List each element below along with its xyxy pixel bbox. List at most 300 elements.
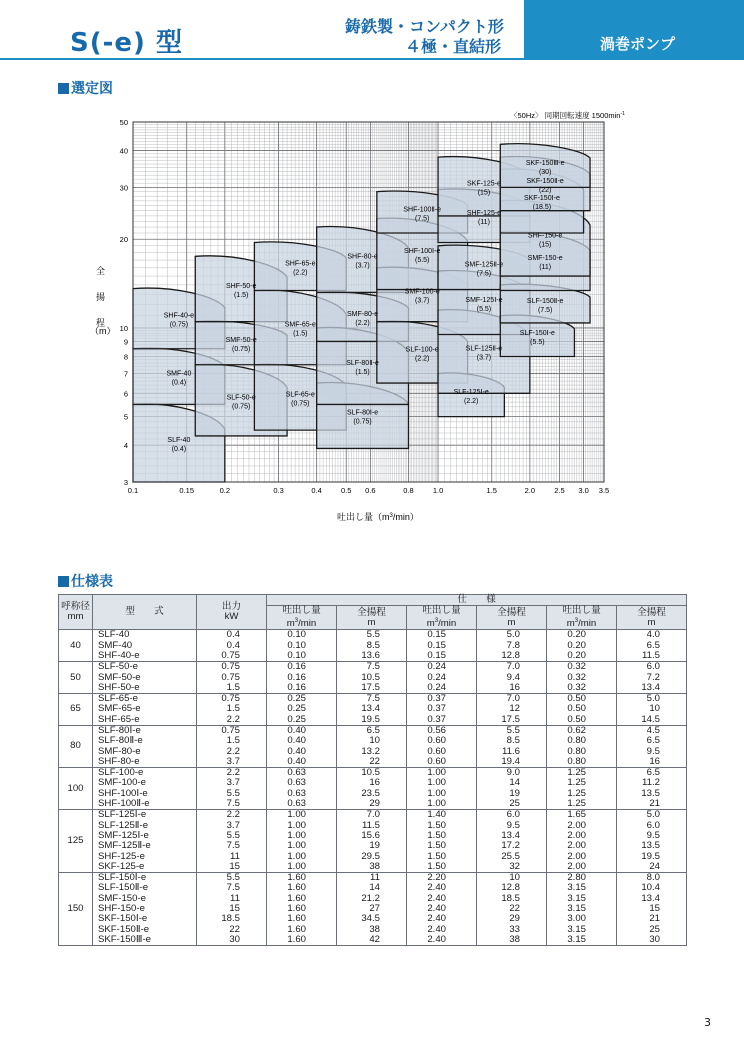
region-power: (5.5) [415,257,430,265]
value-cell: 1.5 [197,683,267,694]
model-cell: SLF-125Ⅱ-e [93,821,197,831]
model-cell: SMF-50-e [93,672,197,682]
value-cell: 2.20 [407,873,477,884]
value-cell: 0.24 [407,662,477,673]
value-cell: 25 [477,799,547,810]
value-cell: 0.75 [197,693,267,704]
value-cell: 10 [477,873,547,884]
value-cell: 1.60 [267,873,337,884]
selection-chart [90,108,630,528]
value-cell: 6.0 [617,662,687,673]
model-cell: SLF-80Ⅰ-e [93,725,197,736]
region-label: SHF-150-e [528,232,563,240]
value-cell: 3.7 [197,757,267,768]
value-cell: 16 [477,683,547,694]
model-cell: SKF-150Ⅲ-e [93,935,197,946]
value-cell: 1.25 [547,799,617,810]
x-tick-label: 3.0 [578,486,589,495]
model-cell: SHF-100Ⅰ-e [93,789,197,799]
value-cell: 0.50 [547,693,617,704]
value-cell: 0.63 [267,789,337,799]
value-cell: 30 [197,935,267,946]
col-power-header: 出力 kW [197,595,267,630]
value-cell: 11.5 [617,651,687,662]
x-tick-label: 0.2 [219,486,231,495]
region-power: (0.75) [291,400,310,408]
y-tick-label: 7 [123,369,128,379]
region-power: (0.75) [232,346,251,354]
value-cell: 3.15 [547,935,617,946]
value-cell: 0.75 [197,672,267,682]
value-cell: 2.40 [407,914,477,924]
value-cell: 7.5 [197,883,267,893]
model-cell: SHF-125-e [93,851,197,861]
bore-cell: 65 [59,693,93,725]
y-tick-label: 30 [119,183,128,193]
value-cell: 21 [617,914,687,924]
x-tick-label: 0.3 [273,486,284,495]
value-cell: 10.5 [337,768,407,779]
value-cell: 0.37 [407,693,477,704]
model-cell: SLF-125Ⅰ-e [93,810,197,821]
value-cell: 2.80 [547,873,617,884]
value-cell: 29 [337,799,407,810]
value-cell: 0.60 [407,757,477,768]
value-cell: 1.00 [407,799,477,810]
value-cell: 1.50 [407,851,477,861]
value-cell: 0.20 [547,630,617,641]
value-cell: 0.80 [547,746,617,756]
value-cell: 5.0 [477,630,547,641]
value-cell: 0.16 [267,683,337,694]
value-cell: 0.60 [407,746,477,756]
region-label: SMF-80-e [347,310,379,318]
value-cell: 0.10 [267,630,337,641]
region-power: (15) [538,241,552,249]
region-power: (2.2) [464,398,479,406]
region-power: (7.5) [415,215,430,223]
model-cell: SHF-100Ⅱ-e [93,799,197,810]
value-cell: 19.4 [477,757,547,768]
x-tick-label: 0.4 [311,486,322,495]
value-cell: 13.4 [477,831,547,841]
value-cell: 32 [477,862,547,873]
value-cell: 0.63 [267,778,337,788]
value-cell: 21 [617,799,687,810]
value-cell: 0.40 [267,746,337,756]
region-power: (2.2) [293,269,308,277]
value-cell: 15 [617,904,687,914]
region-power: (1.5) [355,369,370,377]
region-label: SMF-100-e [404,288,440,296]
value-cell: 0.75 [197,662,267,673]
region-power: (1.5) [293,330,308,338]
value-cell: 2.40 [407,904,477,914]
region-label: SKF-150Ⅱ-e [526,177,564,185]
region-label: SLF-40 [167,437,191,445]
region-label: SHF-100Ⅱ-e [403,206,442,214]
table-row [59,715,687,726]
value-cell: 5.5 [477,725,547,736]
region-power: (3.7) [476,354,492,362]
model-cell: SHF-50-e [93,683,197,694]
region-power: (5.5) [476,305,492,313]
value-cell: 1.60 [267,925,337,935]
region-label: SLF-125Ⅰ-e [453,389,489,397]
value-cell: 10 [617,704,687,714]
region-label: SMF-150-e [527,255,563,263]
value-cell: 0.25 [267,715,337,726]
x-tick-label: 0.15 [179,486,195,495]
col-bore-header: 呼称径 mm [59,595,93,630]
value-cell: 7.0 [477,693,547,704]
value-cell: 3.15 [547,904,617,914]
value-cell: 1.50 [407,831,477,841]
table-row [59,757,687,768]
region-power: (5.5) [530,339,545,347]
table-row [59,935,687,946]
value-cell: 34.5 [337,914,407,924]
bore-cell: 125 [59,810,93,873]
value-cell: 9.5 [617,831,687,841]
x-tick-label: 2.5 [554,486,565,495]
region-power: (0.75) [232,403,251,411]
value-cell: 0.37 [407,715,477,726]
value-cell: 5.0 [617,693,687,704]
value-cell: 1.65 [547,810,617,821]
region-power: (2.2) [355,319,370,327]
subheader-flow: 吐出し量 $m^3/\min$ [267,606,337,630]
value-cell: 0.16 [267,672,337,682]
value-cell: 5.0 [617,810,687,821]
col-model-header: 型 式 [93,595,197,630]
value-cell: 17.2 [477,841,547,851]
value-cell: 1.00 [267,862,337,873]
model-cell: SLF-50-e [93,662,197,673]
y-tick-label: 50 [119,118,128,127]
value-cell: 0.63 [267,799,337,810]
value-cell: 0.80 [547,757,617,768]
value-cell: 9.0 [477,768,547,779]
value-cell: 38 [337,925,407,935]
region-power: (7.5) [476,270,492,278]
spec-heading [58,571,113,591]
value-cell: 22 [197,925,267,935]
region-label: SLF-150Ⅱ-e [526,297,564,305]
square-bullet-icon [58,83,69,94]
value-cell: 3.7 [197,821,267,831]
region-label: SKF-150Ⅰ-e [523,195,560,203]
value-cell: 3.15 [547,894,617,904]
x-tick-label: 1.0 [432,486,444,495]
value-cell: 42 [337,935,407,946]
region-power: (2.2) [415,355,430,363]
region-label: SLF-125Ⅱ-e [465,345,503,353]
value-cell: 16 [617,757,687,768]
bore-cell: 50 [59,662,93,694]
bore-cell: 150 [59,873,93,946]
value-cell: 1.25 [547,789,617,799]
y-tick-label: 9 [123,337,128,347]
value-cell: 0.16 [267,662,337,673]
model-cell: SKF-125-e [93,862,197,873]
series-line-1: 鋳鉄製・コンパクト形 [345,17,504,36]
model-cell: SMF-40 [93,640,197,650]
value-cell: 15 [197,862,267,873]
value-cell: 0.32 [547,672,617,682]
value-cell: 0.75 [197,725,267,736]
value-cell: 2.00 [547,831,617,841]
region-label: SLF-80Ⅱ-e [346,360,379,368]
value-cell: 1.60 [267,883,337,893]
region-label: SHF-80-e [347,253,378,261]
table-row [59,810,687,821]
model-cell: SHF-65-e [93,715,197,726]
region-label: SMF-125Ⅱ-e [464,261,504,269]
selection-heading [58,78,113,98]
ylabel-char-3: 程 [96,318,106,328]
value-cell: 9.5 [617,746,687,756]
value-cell: 3.15 [547,883,617,893]
value-cell: 18.5 [477,894,547,904]
value-cell: 0.20 [547,651,617,662]
table-row [59,841,687,851]
value-cell: 15 [197,904,267,914]
region-label: SKF-150Ⅲ-e [525,159,565,167]
value-cell: 0.10 [267,651,337,662]
value-cell: 38 [477,935,547,946]
value-cell: 1.60 [267,914,337,924]
value-cell: 0.25 [267,693,337,704]
value-cell: 11.5 [337,821,407,831]
value-cell: 6.5 [617,640,687,650]
value-cell: 1.00 [267,810,337,821]
value-cell: 0.15 [407,640,477,650]
x-tick-label: 0.5 [340,486,352,495]
value-cell: 2.2 [197,746,267,756]
region-label: SHF-40-e [163,312,195,320]
value-cell: 0.62 [547,725,617,736]
value-cell: 23.5 [337,789,407,799]
value-cell: 11 [197,851,267,861]
ylabel-char-1: 全 [96,266,106,276]
value-cell: 13.5 [617,789,687,799]
value-cell: 0.80 [547,736,617,746]
value-cell: 19 [477,789,547,799]
region-power: (22) [538,186,552,194]
model-cell: SLF-80Ⅱ-e [93,736,197,746]
table-row [59,862,687,873]
value-cell: 0.32 [547,662,617,673]
value-cell: 2.00 [547,851,617,861]
region-label: SHF-50-e [226,283,257,291]
region-label: SMF-125Ⅰ-e [465,296,503,304]
region-label: SLF-65-e [285,391,315,399]
x-tick-label: 3.5 [598,486,610,495]
value-cell: 18.5 [197,914,267,924]
value-cell: 7.0 [477,662,547,673]
value-cell: 15.6 [337,831,407,841]
value-cell: 19.5 [337,715,407,726]
value-cell: 14 [337,883,407,893]
y-tick-label: 4 [123,441,128,451]
value-cell: 5.5 [197,789,267,799]
value-cell: 0.24 [407,672,477,682]
value-cell: 7.5 [197,841,267,851]
value-cell: 12.8 [477,651,547,662]
page-header [0,0,744,58]
value-cell: 1.00 [267,841,337,851]
value-cell: 2.2 [197,768,267,779]
value-cell: 3.15 [547,925,617,935]
value-cell: 1.50 [407,841,477,851]
region-power: (1.5) [233,292,249,300]
bore-cell: 100 [59,768,93,810]
region-power: (3.7) [355,262,370,270]
value-cell: 0.63 [267,768,337,779]
value-cell: 7.5 [197,799,267,810]
model-cell: SHF-150-e [93,904,197,914]
value-cell: 0.15 [407,651,477,662]
y-tick-label: 10 [119,323,128,333]
subheader-flow: 吐出し量 $m^3/\min$ [407,606,477,630]
region-label: SMF-40 [166,370,192,378]
value-cell: 3.00 [547,914,617,924]
value-cell: 0.40 [267,736,337,746]
value-cell: 29 [477,914,547,924]
table-row [59,683,687,694]
spec-table-body [59,630,687,946]
model-cell: SMF-100-e [93,778,197,788]
value-cell: 13.6 [337,651,407,662]
value-cell: 1.00 [267,821,337,831]
region-power: (11) [477,219,490,227]
spec-title: 仕様表 [71,574,113,590]
value-cell: 29.5 [337,851,407,861]
value-cell: 6.5 [617,736,687,746]
value-cell: 13.5 [617,841,687,851]
region-power: (30) [538,168,552,176]
region-label: SKF-125-e [467,180,501,188]
value-cell: 25 [617,925,687,935]
value-cell: 2.00 [547,841,617,851]
region-power: (7.5) [537,306,553,314]
region-power: (3.7) [415,297,430,305]
model-cell: SMF-65-e [93,704,197,714]
value-cell: 0.32 [547,683,617,694]
ylabel-char-2: 揚 [96,292,106,302]
subheader-head: 全揚程 m [477,606,547,630]
spec-table-wrap [58,594,686,946]
value-cell: 0.40 [267,725,337,736]
model-cell: SKF-150Ⅱ-e [93,925,197,935]
value-cell: 2.2 [197,715,267,726]
page-number: 3 [704,1016,711,1029]
series-line-2: ４極・直結形 [405,37,502,56]
y-tick-label: 6 [123,389,128,399]
category-label: 渦巻ポンプ [600,35,676,53]
region-label: SHF-65-e [285,260,316,268]
value-cell: 1.00 [267,831,337,841]
value-cell: 2.2 [197,810,267,821]
subheader-flow: 吐出し量 $m^3/\min$ [547,606,617,630]
value-cell: 8.5 [337,640,407,650]
value-cell: 5.5 [337,630,407,641]
value-cell: 16 [337,778,407,788]
region-label: SLF-100-e [405,346,439,354]
value-cell: 0.20 [547,640,617,650]
y-tick-label: 8 [123,352,128,362]
value-cell: 21.2 [337,894,407,904]
value-cell: 12 [477,704,547,714]
value-cell: 0.4 [197,630,267,641]
value-cell: 0.25 [267,704,337,714]
value-cell: 1.50 [407,862,477,873]
value-cell: 0.56 [407,725,477,736]
model-title: S(-e) 型 [70,28,183,58]
value-cell: 2.40 [407,935,477,946]
value-cell: 19.5 [617,851,687,861]
value-cell: 5.5 [197,831,267,841]
x-tick-label: 0.1 [127,486,139,495]
value-cell: 12.8 [477,883,547,893]
table-row [59,914,687,924]
value-cell: 2.40 [407,883,477,893]
value-cell: 1.40 [407,810,477,821]
value-cell: 10.5 [337,672,407,682]
y-tick-label: 3 [123,478,128,487]
model-cell: SHF-80-e [93,757,197,768]
value-cell: 10 [337,736,407,746]
y-tick-label: 40 [119,146,128,156]
selection-title: 選定図 [71,81,113,97]
xlabel: 吐出し量$(m^3/\min)$ [337,512,419,522]
value-cell: 2.00 [547,862,617,873]
value-cell: 1.60 [267,894,337,904]
value-cell: 0.50 [547,704,617,714]
table-row [59,799,687,810]
model-cell: SLF-40 [93,630,197,641]
value-cell: 9.4 [477,672,547,682]
model-cell: SLF-150Ⅰ-e [93,873,197,884]
region-power: (11) [539,264,552,272]
value-cell: 22 [337,757,407,768]
value-cell: 25.5 [477,851,547,861]
model-cell: SMF-80-e [93,746,197,756]
square-bullet-icon [58,576,69,587]
x-tick-label: 0.8 [403,486,414,495]
value-cell: 0.15 [407,630,477,641]
value-cell: 13.4 [617,894,687,904]
x-tick-label: 1.5 [486,486,497,495]
value-cell: 1.60 [267,935,337,946]
value-cell: 11.2 [617,778,687,788]
value-cell: 17.5 [337,683,407,694]
value-cell: 27 [337,904,407,914]
value-cell: 11.6 [477,746,547,756]
value-cell: 13.2 [337,746,407,756]
value-cell: 22 [477,904,547,914]
value-cell: 4.5 [617,725,687,736]
col-spec-header: 仕 様 [267,595,687,606]
value-cell: 0.4 [197,640,267,650]
value-cell: 11 [197,894,267,904]
value-cell: 7.5 [337,662,407,673]
value-cell: 1.00 [407,778,477,788]
value-cell: 6.0 [477,810,547,821]
value-cell: 30 [617,935,687,946]
value-cell: 6.0 [617,821,687,831]
